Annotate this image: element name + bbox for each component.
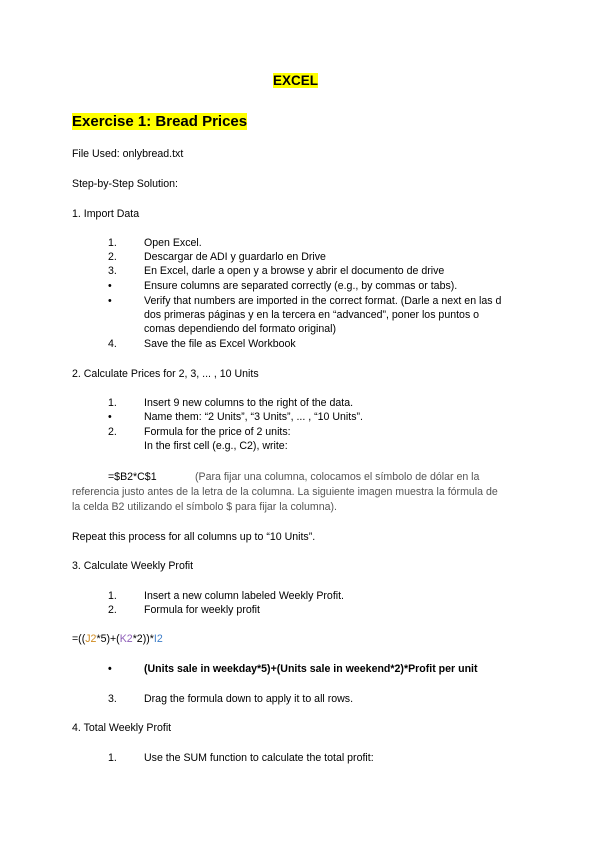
list-item: Formula for the price of 2 units:	[144, 426, 291, 438]
list-item: Insert 9 new columns to the right of the data.	[144, 397, 354, 409]
bullet-marker: •	[108, 280, 112, 292]
list-item: Formula for weekly profit	[144, 604, 260, 616]
list-marker: 2.	[108, 426, 117, 438]
list-item: Insert a new column labeled Weekly Profit.	[144, 590, 345, 602]
list-marker: 3.	[108, 265, 117, 277]
formula-ref-j2: J2	[85, 633, 97, 645]
list-item: Ensure columns are separated correctly (e.g., by commas or tabs).	[144, 280, 458, 292]
formula-ref-k2: K2	[119, 633, 133, 645]
list-item: Drag the formula down to apply it to all rows.	[144, 693, 354, 705]
list-marker: 3.	[108, 693, 117, 705]
formula-part: *2))*	[132, 633, 154, 645]
list-marker: 1.	[108, 590, 117, 602]
list-marker: 1.	[108, 752, 117, 764]
formula-part: =((	[72, 633, 86, 645]
bullet-marker: •	[108, 411, 112, 423]
doc-title	[273, 73, 318, 89]
formula-explanation: (Units sale in weekday*5)+(Units sale in weekend*2)*Profit per unit	[144, 663, 478, 675]
list-item-continuation: In the first cell (e.g., C2), write:	[144, 440, 288, 452]
repeat-instruction: Repeat this process for all columns up to “10 Units”.	[72, 531, 316, 543]
note-line: (Para fijar una columna, colocamos el símbolo de dólar en la	[195, 471, 480, 483]
note-line: la celda B2 utilizando el símbolo $ para fijar la columna).	[72, 501, 337, 513]
formula-part: *5)+(	[96, 633, 120, 645]
list-marker: 2.	[108, 604, 117, 616]
list-item-continuation: dos primeras páginas y en la tercera en “advanced”, poner los puntos o	[144, 309, 480, 321]
list-item: Save the file as Excel Workbook	[144, 338, 296, 350]
bullet-marker: •	[108, 663, 112, 675]
section-2-heading: 2. Calculate Prices for 2, 3, ... , 10 Units	[72, 368, 259, 380]
section-1-heading: 1. Import Data	[72, 208, 140, 220]
formula-ref-i2: I2	[153, 633, 163, 645]
doc-title-text: EXCEL	[273, 73, 319, 88]
exercise-heading-text: Exercise 1: Bread Prices	[72, 113, 248, 130]
list-item-continuation: comas dependiendo del formato original)	[144, 323, 336, 335]
list-item: Verify that numbers are imported in the correct format. (Darle a next en las d	[144, 295, 502, 307]
list-item: Open Excel.	[144, 237, 202, 249]
formula-text: =$B2*C$1	[108, 471, 157, 483]
file-used: File Used: onlybread.txt	[72, 148, 184, 160]
section-3-heading: 3. Calculate Weekly Profit	[72, 560, 194, 572]
list-marker: 4.	[108, 338, 117, 350]
list-item: Use the SUM function to calculate the total profit:	[144, 752, 374, 764]
weekly-profit-formula	[72, 632, 163, 646]
list-item: Descargar de ADI y guardarlo en Drive	[144, 251, 326, 263]
solution-label: Step-by-Step Solution:	[72, 178, 178, 190]
exercise-heading	[72, 113, 247, 131]
note-line: referencia justo antes de la letra de la columna. La siguiente imagen muestra la fórmula de	[72, 486, 498, 498]
list-marker: 1.	[108, 237, 117, 249]
list-item: Name them: “2 Units”, “3 Units”, ... , “10 Units”.	[144, 411, 363, 423]
section-4-heading: 4. Total Weekly Profit	[72, 722, 172, 734]
list-marker: 2.	[108, 251, 117, 263]
bullet-marker: •	[108, 295, 112, 307]
list-marker: 1.	[108, 397, 117, 409]
list-item: En Excel, darle a open y a browse y abrir el documento de drive	[144, 265, 445, 277]
